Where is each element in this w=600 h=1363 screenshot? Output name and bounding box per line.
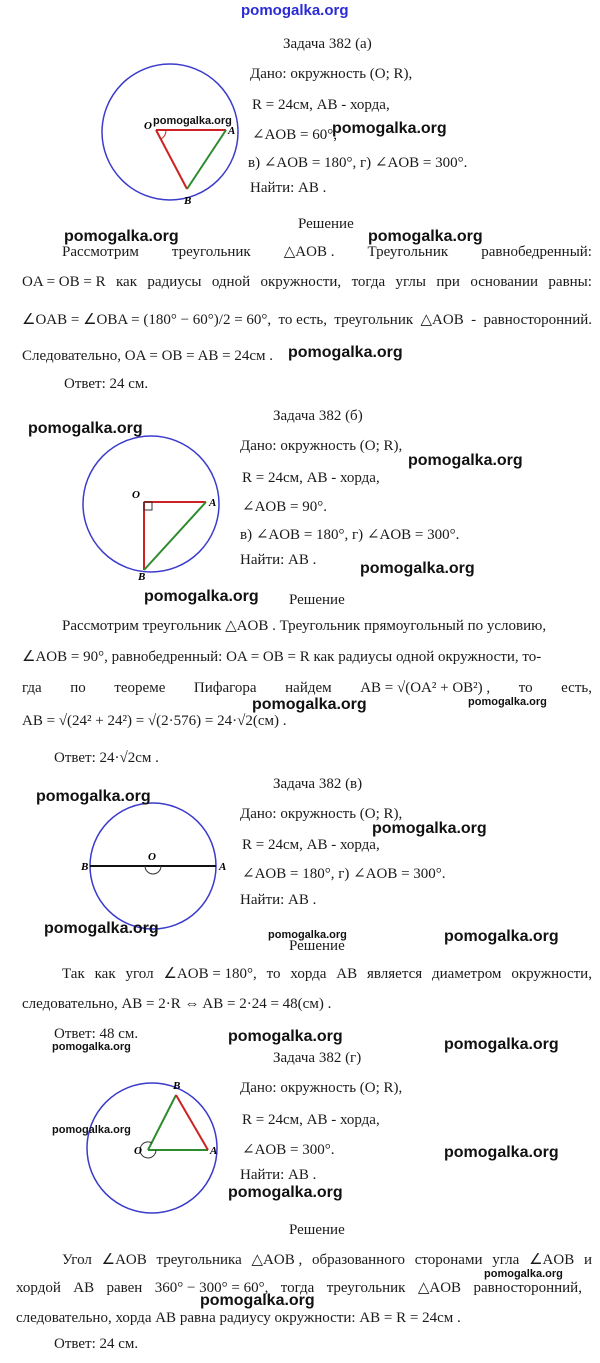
task-v-find: Найти: AB . bbox=[240, 892, 317, 908]
task-g-given-2: R = 24см, AB - хорда, bbox=[242, 1112, 380, 1128]
watermark[interactable]: pomogalka.org bbox=[64, 228, 179, 245]
watermark[interactable]: pomogalka.org bbox=[52, 1124, 131, 1136]
task-a-given-4: в) ∠AOB = 180°, г) ∠AOB = 300°. bbox=[248, 155, 468, 171]
label-b: B bbox=[173, 1080, 181, 1092]
label-a: A bbox=[209, 497, 217, 509]
task-g-line-1: Угол ∠AOB треугольника △AOB , образованного сторонами угла ∠AOB и bbox=[62, 1252, 592, 1268]
task-v-given-2: R = 24см, AB - хорда, bbox=[242, 837, 380, 853]
task-b-solution-heading: Решение bbox=[289, 592, 345, 608]
task-a-diagram bbox=[88, 60, 253, 210]
task-v-line-2: следовательно, AB = 2·R ⇔ AB = 2·24 = 48(см) . bbox=[22, 996, 332, 1012]
task-g-solution-heading: Решение bbox=[289, 1222, 345, 1238]
task-b-line-3: гда по теореме Пифагора найдем AB = √(OA² + OB²) , то есть, bbox=[22, 680, 592, 696]
radius-ob bbox=[156, 130, 187, 189]
circle-b bbox=[83, 436, 219, 572]
site-header[interactable]: pomogalka.org bbox=[241, 2, 349, 19]
watermark[interactable]: pomogalka.org bbox=[200, 1292, 315, 1309]
task-b-given-4: в) ∠AOB = 180°, г) ∠AOB = 300°. bbox=[240, 527, 460, 543]
watermark[interactable]: pomogalka.org bbox=[444, 1036, 559, 1053]
task-v-line-1: Так как угол ∠AOB = 180°, то хорда AB является диаметром окружности, bbox=[62, 966, 592, 982]
watermark[interactable]: pomogalka.org bbox=[408, 452, 523, 469]
angle-arc bbox=[161, 130, 166, 139]
task-g-find: Найти: AB . bbox=[240, 1167, 317, 1183]
task-v-answer: Ответ: 48 см. bbox=[54, 1026, 139, 1042]
task-b-given-1: Дано: окружность (O; R), bbox=[240, 438, 403, 454]
task-g-line-2: хордой AB равен 360° − 300° = 60°, тогда треугольник △AOB равносторонний, bbox=[16, 1280, 582, 1296]
chord-ab bbox=[176, 1095, 208, 1150]
task-v-given-3: ∠AOB = 180°, г) ∠AOB = 300°. bbox=[242, 866, 446, 882]
task-a-line-2: OA = OB = R как радиусы одной окружности, тогда углы при основании равны: bbox=[22, 274, 592, 290]
chord-ab bbox=[144, 502, 206, 570]
chord-ab bbox=[187, 130, 226, 189]
label-o: O bbox=[134, 1145, 142, 1157]
watermark[interactable]: pomogalka.org bbox=[368, 228, 483, 245]
task-g-answer: Ответ: 24 см. bbox=[54, 1336, 139, 1352]
task-a-given-3: ∠AOB = 60°, bbox=[252, 127, 337, 143]
label-a: A bbox=[228, 125, 236, 137]
watermark[interactable]: pomogalka.org bbox=[153, 115, 232, 127]
watermark[interactable]: pomogalka.org bbox=[372, 820, 487, 837]
watermark[interactable]: pomogalka.org bbox=[52, 1041, 131, 1053]
task-a-answer: Ответ: 24 см. bbox=[64, 376, 149, 392]
task-b-answer: Ответ: 24·√2см . bbox=[54, 750, 159, 766]
watermark[interactable]: pomogalka.org bbox=[360, 560, 475, 577]
task-g-title: Задача 382 (г) bbox=[273, 1050, 362, 1066]
task-a-given-1: Дано: окружность (O; R), bbox=[250, 66, 413, 82]
task-v-title: Задача 382 (в) bbox=[273, 776, 363, 792]
task-a-find bbox=[250, 180, 326, 197]
task-b-line-2: ∠AOB = 90°, равнобедренный: OA = OB = R как радиусы одной окружности, то- bbox=[22, 649, 542, 665]
task-b-given-2: R = 24см, AB - хорда, bbox=[242, 470, 380, 486]
watermark[interactable]: pomogalka.org bbox=[252, 696, 367, 713]
find-label: Найти: bbox=[250, 180, 295, 196]
right-angle-mark bbox=[144, 502, 152, 510]
watermark[interactable]: pomogalka.org bbox=[444, 928, 559, 945]
watermark[interactable]: pomogalka.org bbox=[332, 120, 447, 137]
find-value: AB . bbox=[298, 180, 327, 196]
circle-a bbox=[102, 64, 238, 200]
watermark[interactable]: pomogalka.org bbox=[484, 1268, 563, 1280]
task-b-title: Задача 382 (б) bbox=[273, 408, 363, 424]
watermark[interactable]: pomogalka.org bbox=[228, 1028, 343, 1045]
task-a-solution-heading: Решение bbox=[298, 216, 354, 232]
task-v-given-1: Дано: окружность (O; R), bbox=[240, 806, 403, 822]
label-o: O bbox=[144, 120, 152, 132]
watermark[interactable]: pomogalka.org bbox=[468, 696, 547, 708]
circle-g bbox=[87, 1083, 217, 1213]
task-b-line-1: Рассмотрим треугольник △AOB . Треугольник прямоугольный по условию, bbox=[62, 618, 547, 634]
task-v-diagram bbox=[78, 800, 238, 940]
watermark[interactable]: pomogalka.org bbox=[288, 344, 403, 361]
watermark[interactable]: pomogalka.org bbox=[36, 788, 151, 805]
angle-arc bbox=[145, 866, 161, 874]
radius-ob bbox=[148, 1095, 176, 1150]
task-b-find: Найти: AB . bbox=[240, 552, 317, 568]
watermark[interactable]: pomogalka.org bbox=[444, 1144, 559, 1161]
label-a: A bbox=[219, 861, 227, 873]
task-v-solution-heading: Решение bbox=[289, 938, 345, 954]
label-b: B bbox=[81, 861, 89, 873]
label-a: A bbox=[210, 1145, 218, 1157]
task-b-given-3: ∠AOB = 90°. bbox=[242, 499, 327, 515]
task-g-given-1: Дано: окружность (O; R), bbox=[240, 1080, 403, 1096]
task-a-given-2: R = 24см, AB - хорда, bbox=[252, 97, 390, 113]
label-b: B bbox=[184, 195, 192, 207]
watermark[interactable]: pomogalka.org bbox=[268, 929, 347, 941]
watermark[interactable]: pomogalka.org bbox=[28, 420, 143, 437]
task-g-line-3: следовательно, хорда AB равна радиусу окружности: AB = R = 24см . bbox=[16, 1310, 461, 1326]
task-b-line-4: AB = √(24² + 24²) = √(2·576) = 24·√2(см) . bbox=[22, 713, 287, 729]
watermark[interactable]: pomogalka.org bbox=[144, 588, 259, 605]
task-a-line-1: Рассмотрим треугольник △AOB . Треугольник равнобедренный: bbox=[62, 244, 592, 260]
task-a-title: Задача 382 (а) bbox=[283, 36, 372, 52]
label-o: O bbox=[148, 851, 156, 863]
watermark[interactable]: pomogalka.org bbox=[228, 1184, 343, 1201]
task-a-line-3: ∠OAB = ∠OBA = (180° − 60°)/2 = 60°, то есть, треугольник △AOB - равносторонний. bbox=[22, 312, 592, 328]
task-b-diagram bbox=[78, 432, 238, 584]
label-o: O bbox=[132, 489, 140, 501]
task-g-given-3: ∠AOB = 300°. bbox=[242, 1142, 335, 1158]
task-g-diagram bbox=[80, 1080, 240, 1220]
label-b: B bbox=[138, 571, 146, 583]
task-a-line-4: Следовательно, OA = OB = AB = 24см . bbox=[22, 348, 274, 364]
watermark[interactable]: pomogalka.org bbox=[44, 920, 159, 937]
